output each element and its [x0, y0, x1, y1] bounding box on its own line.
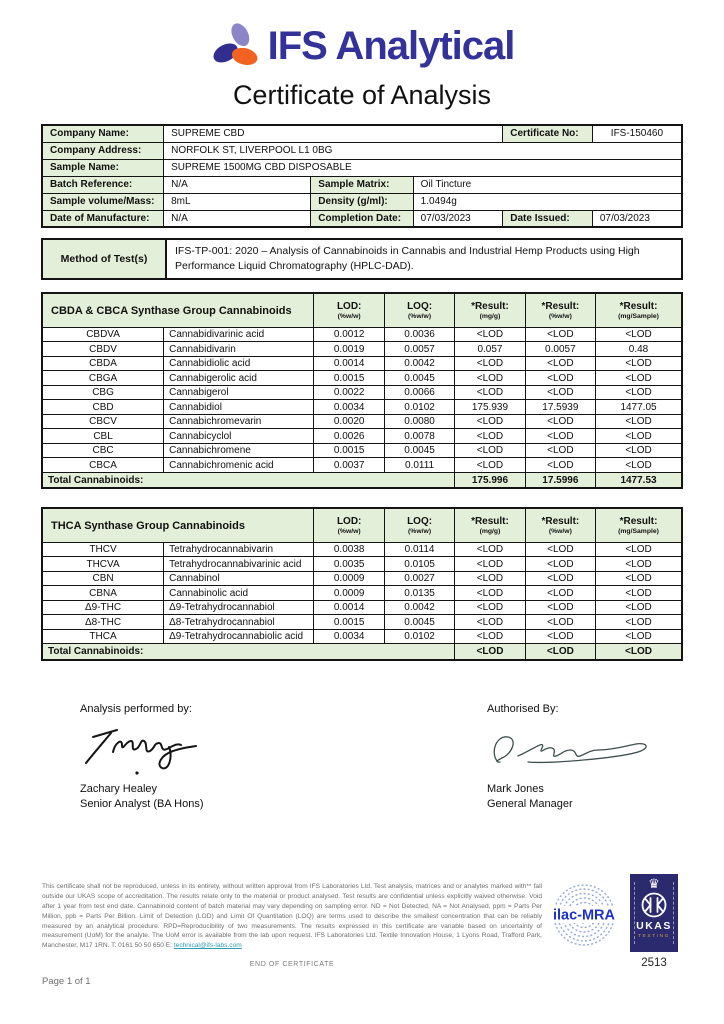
result-ww: <LOD [525, 458, 595, 473]
page-number: Page 1 of 1 [42, 976, 91, 987]
cannabinoid-name: Cannabigerolic acid [164, 371, 314, 386]
analyst-heading: Analysis performed by: [80, 702, 192, 715]
table-row [42, 193, 682, 210]
col-header-lod: LOD: (%w/w) [314, 293, 384, 327]
lod-value: 0.0022 [314, 385, 384, 400]
result-sample: <LOD [596, 600, 682, 615]
table-row [42, 542, 682, 557]
result-mgg: <LOD [455, 542, 525, 557]
cannabinoid-name: Cannabichromevarin [164, 414, 314, 429]
result-mgg: <LOD [455, 414, 525, 429]
completion-date-value: 07/03/2023 [413, 210, 503, 227]
sample-volume-label: Sample volume/Mass: [42, 193, 164, 210]
result-sample: <LOD [596, 615, 682, 630]
cannabinoid-name: Cannabidiol [164, 400, 314, 415]
lod-value: 0.0019 [314, 342, 384, 357]
table-row [42, 629, 682, 644]
result-sample: <LOD [596, 458, 682, 473]
total-label: Total Cannabinoids: [42, 644, 455, 660]
result-sample: <LOD [596, 385, 682, 400]
table-row [42, 342, 682, 357]
cannabinoid-abbr: Δ9-THC [42, 600, 164, 615]
result-mgg: <LOD [455, 385, 525, 400]
result-sample: <LOD [596, 629, 682, 644]
lod-value: 0.0038 [314, 542, 384, 557]
cannabinoid-abbr: CBCV [42, 414, 164, 429]
loq-value: 0.0080 [384, 414, 454, 429]
table-row [42, 586, 682, 601]
ukas-testing-label: TESTING [638, 934, 670, 939]
table-row [42, 400, 682, 415]
ukas-logo [630, 874, 678, 952]
cbda-cbca-table [41, 292, 683, 489]
col-header-result-mgg: *Result: (mg/g) [455, 293, 525, 327]
sample-name-label: Sample Name: [42, 159, 164, 176]
result-sample: <LOD [596, 542, 682, 557]
total-mgg: 175.996 [455, 472, 525, 488]
cannabinoid-name: Cannabidiolic acid [164, 356, 314, 371]
table-row [42, 615, 682, 630]
cannabinoid-abbr: CBCA [42, 458, 164, 473]
col-header-result-mgg: *Result: (mg/g) [455, 508, 525, 542]
result-sample: <LOD [596, 429, 682, 444]
sample-matrix-label: Sample Matrix: [311, 176, 413, 193]
result-sample: <LOD [596, 571, 682, 586]
analyst-role: Senior Analyst (BA Hons) [80, 797, 204, 810]
loq-value: 0.0045 [384, 615, 454, 630]
batch-reference-value: N/A [164, 176, 311, 193]
lod-value: 0.0026 [314, 429, 384, 444]
analyst-signature-block [80, 703, 445, 810]
lod-value: 0.0034 [314, 400, 384, 415]
authoriser-role: General Manager [487, 797, 573, 810]
cannabinoid-name: Δ9-Tetrahydrocannabiolic acid [164, 629, 314, 644]
cannabinoid-name: Cannabichromenic acid [164, 458, 314, 473]
loq-value: 0.0045 [384, 443, 454, 458]
cannabinoid-abbr: CBNA [42, 586, 164, 601]
col-header-loq: LOQ: (%w/w) [384, 293, 454, 327]
end-of-certificate-text: END OF CERTIFICATE [249, 961, 335, 968]
result-sample: <LOD [596, 327, 682, 342]
crown-icon: ♛ [648, 876, 660, 891]
density-label: Density (g/ml): [311, 193, 413, 210]
lod-value: 0.0009 [314, 571, 384, 586]
cannabinoid-abbr: CBGA [42, 371, 164, 386]
col-header-result-ww: *Result: (%w/w) [525, 508, 595, 542]
loq-value: 0.0078 [384, 429, 454, 444]
cannabinoid-name: Cannabinolic acid [164, 586, 314, 601]
cannabinoid-name: Cannabidivarin [164, 342, 314, 357]
result-ww: <LOD [525, 615, 595, 630]
page-title: Certificate of Analysis [232, 80, 492, 110]
loq-value: 0.0066 [384, 385, 454, 400]
loq-value: 0.0111 [384, 458, 454, 473]
date-issued-value: 07/03/2023 [592, 210, 682, 227]
batch-reference-label: Batch Reference: [42, 176, 164, 193]
col-header-result-ww: *Result: (%w/w) [525, 293, 595, 327]
result-ww: <LOD [525, 327, 595, 342]
result-ww: <LOD [525, 356, 595, 371]
lod-value: 0.0015 [314, 371, 384, 386]
result-sample: <LOD [596, 586, 682, 601]
cannabinoid-abbr: CBC [42, 443, 164, 458]
company-address-label: Company Address: [42, 142, 164, 159]
cannabinoid-name: Cannabigerol [164, 385, 314, 400]
result-mgg: <LOD [455, 443, 525, 458]
sample-info-table [41, 124, 683, 228]
signature-section [80, 703, 724, 810]
table-header-row [42, 508, 682, 542]
sample-volume-value: 8mL [164, 193, 311, 210]
result-mgg: <LOD [455, 371, 525, 386]
certificate-no-label: Certificate No: [503, 125, 593, 142]
loq-value: 0.0042 [384, 356, 454, 371]
result-ww: <LOD [525, 629, 595, 644]
col-header-lod: LOD: (%w/w) [314, 508, 384, 542]
cannabinoid-name: Tetrahydrocannabivarinic acid [164, 557, 314, 572]
lod-value: 0.0034 [314, 629, 384, 644]
table-row [42, 600, 682, 615]
lod-value: 0.0012 [314, 327, 384, 342]
table-row [42, 458, 682, 473]
method-text: IFS-TP-001: 2020 – Analysis of Cannabinoids in Cannabis and Industrial Hemp Products using High Performance Liquid Chromatography (HPLC-DAD). [175, 245, 640, 273]
date-of-manufacture-label: Date of Manufacture: [42, 210, 164, 227]
result-mgg: 0.057 [455, 342, 525, 357]
completion-date-label: Completion Date: [311, 210, 413, 227]
lod-value: 0.0014 [314, 356, 384, 371]
table-row [42, 414, 682, 429]
result-ww: <LOD [525, 385, 595, 400]
result-mgg: <LOD [455, 571, 525, 586]
cannabinoid-abbr: CBL [42, 429, 164, 444]
result-ww: 0.0057 [525, 342, 595, 357]
authoriser-name: Mark Jones [487, 782, 544, 795]
density-value: 1.0494g [413, 193, 682, 210]
result-ww: <LOD [525, 542, 595, 557]
lod-value: 0.0035 [314, 557, 384, 572]
cannabinoid-abbr: THCVA [42, 557, 164, 572]
total-sample: 1477.53 [596, 472, 682, 488]
loq-value: 0.0135 [384, 586, 454, 601]
lod-value: 0.0020 [314, 414, 384, 429]
loq-value: 0.0114 [384, 542, 454, 557]
table-row [42, 142, 682, 159]
result-mgg: <LOD [455, 356, 525, 371]
cannabinoid-abbr: THCV [42, 542, 164, 557]
brand-name: IFS Analytical [267, 23, 515, 68]
result-mgg: <LOD [455, 600, 525, 615]
result-mgg: <LOD [455, 586, 525, 601]
disclaimer-text: This certificate shall not be reproduced, unless in its entirety, without written approval from IFS Laboratories Ltd. Test analysis, matrices and or analytes marked with** fall outside our UKAS scope of accreditation. The results relate only to the material or product analysed. Test results are confidential unless explicitly waived otherwise. Void after 1 year from test end date. Cannabinoid content of batch material may vary depending on sampling error. ND = Not Detected, NA = Not Analysed, ppm = Parts Per Million, ppb = Parts Per Billion. Limit of Detection (LOD) and Limit Of Quantitation (LOQ) are terms used to describe the smallest concentration that can be reliably measured by an analytical procedure. RPD=Reproducibility of two measurements. The results expressed in this certificate are variable based on uncertainty of measurement (UoM) for the analyte. The UoM error is available from the lab upon request. IFS Laboratories Ltd. Textile Innovation House, 1 Lyons Road, Trafford Park, Manchester, M17 1RN. T: 0161 50 50 650 E: technical@ifs-labs.com [42, 883, 542, 950]
table-row [42, 571, 682, 586]
email-link[interactable]: technical@ifs-labs.com [173, 942, 242, 950]
result-ww: <LOD [525, 586, 595, 601]
result-ww: <LOD [525, 557, 595, 572]
sample-matrix-value: Oil Tincture [413, 176, 682, 193]
thca-table-title: THCA Synthase Group Cannabinoids [42, 508, 314, 542]
certificate-no-value: IFS-150460 [592, 125, 682, 142]
cannabinoid-name: Cannabichromene [164, 443, 314, 458]
result-ww: <LOD [525, 429, 595, 444]
loq-value: 0.0027 [384, 571, 454, 586]
result-sample: <LOD [596, 443, 682, 458]
total-row [42, 644, 682, 660]
cbda-table-title: CBDA & CBCA Synthase Group Cannabinoids [42, 293, 314, 327]
table-row [42, 429, 682, 444]
ukas-label: UKAS [636, 920, 672, 932]
cannabinoid-name: Tetrahydrocannabivarin [164, 542, 314, 557]
authoriser-signature-image [487, 721, 657, 781]
result-sample: <LOD [596, 414, 682, 429]
date-issued-label: Date Issued: [503, 210, 593, 227]
loq-value: 0.0057 [384, 342, 454, 357]
total-label: Total Cannabinoids: [42, 472, 455, 488]
total-row [42, 472, 682, 488]
result-sample: <LOD [596, 356, 682, 371]
lod-value: 0.0015 [314, 615, 384, 630]
thca-table [41, 507, 683, 661]
ukas-decoration [673, 882, 674, 944]
result-sample: <LOD [596, 371, 682, 386]
result-mgg: <LOD [455, 458, 525, 473]
table-row [42, 210, 682, 227]
company-name-value: SUPREME CBD [164, 125, 503, 142]
table-row [42, 557, 682, 572]
lod-value: 0.0009 [314, 586, 384, 601]
ilac-mra-logo [549, 880, 619, 955]
result-sample: 0.48 [596, 342, 682, 357]
loq-value: 0.0036 [384, 327, 454, 342]
authoriser-signature-block [487, 703, 657, 810]
table-header-row [42, 293, 682, 327]
cannabinoid-abbr: THCA [42, 629, 164, 644]
cannabinoid-name: Δ9-Tetrahydrocannabiol [164, 600, 314, 615]
company-address-value: NORFOLK ST, LIVERPOOL L1 0BG [164, 142, 682, 159]
loq-value: 0.0105 [384, 557, 454, 572]
table-row [42, 327, 682, 342]
ukas-mark-icon [640, 891, 668, 919]
cannabinoid-abbr: CBDA [42, 356, 164, 371]
total-mgg: <LOD [455, 644, 525, 660]
table-row [42, 385, 682, 400]
table-row [42, 159, 682, 176]
result-ww: <LOD [525, 600, 595, 615]
result-mgg: <LOD [455, 429, 525, 444]
result-mgg: <LOD [455, 557, 525, 572]
method-of-tests-box [41, 238, 683, 280]
cannabinoid-name: Cannabicyclol [164, 429, 314, 444]
result-ww: <LOD [525, 571, 595, 586]
result-mgg: <LOD [455, 327, 525, 342]
table-row [42, 176, 682, 193]
content [41, 124, 683, 661]
brand-header [0, 0, 724, 72]
table-row [42, 443, 682, 458]
col-header-loq: LOQ: (%w/w) [384, 508, 454, 542]
lod-value: 0.0014 [314, 600, 384, 615]
total-ww: 17.5996 [525, 472, 595, 488]
result-ww: <LOD [525, 371, 595, 386]
table-row [42, 371, 682, 386]
cannabinoid-abbr: Δ8-THC [42, 615, 164, 630]
loq-value: 0.0102 [384, 400, 454, 415]
cannabinoid-abbr: CBN [42, 571, 164, 586]
lod-value: 0.0037 [314, 458, 384, 473]
col-header-result-sample: *Result: (mg/Sample) [596, 508, 682, 542]
cannabinoid-abbr: CBDVA [42, 327, 164, 342]
total-sample: <LOD [596, 644, 682, 660]
cannabinoid-name: Δ8-Tetrahydrocannabiol [164, 615, 314, 630]
col-header-result-sample: *Result: (mg/Sample) [596, 293, 682, 327]
cannabinoid-abbr: CBG [42, 385, 164, 400]
company-name-label: Company Name: [42, 125, 164, 142]
ilac-mra-label: ilac-MRA [552, 907, 616, 924]
authoriser-heading: Authorised By: [487, 702, 559, 715]
result-ww: <LOD [525, 414, 595, 429]
ukas-decoration [634, 882, 635, 944]
total-ww: <LOD [525, 644, 595, 660]
result-sample: <LOD [596, 557, 682, 572]
result-mgg: <LOD [455, 629, 525, 644]
sample-name-value: SUPREME 1500MG CBD DISPOSABLE [164, 159, 682, 176]
cannabinoid-abbr: CBDV [42, 342, 164, 357]
result-mgg: <LOD [455, 615, 525, 630]
date-of-manufacture-value: N/A [164, 210, 311, 227]
table-row [42, 125, 682, 142]
loq-value: 0.0102 [384, 629, 454, 644]
ifs-logo-icon [210, 20, 262, 72]
loq-value: 0.0045 [384, 371, 454, 386]
result-mgg: 175.939 [455, 400, 525, 415]
result-sample: 1477.05 [596, 400, 682, 415]
result-ww: <LOD [525, 443, 595, 458]
analyst-name: Zachary Healey [80, 782, 158, 795]
ukas-accreditation-number: 2513 [641, 957, 667, 969]
cannabinoid-name: Cannabidivarinic acid [164, 327, 314, 342]
cannabinoid-abbr: CBD [42, 400, 164, 415]
analyst-signature-image [80, 721, 445, 781]
cannabinoid-name: Cannabinol [164, 571, 314, 586]
table-row [42, 356, 682, 371]
lod-value: 0.0015 [314, 443, 384, 458]
method-label: Method of Test(s) [43, 240, 167, 278]
loq-value: 0.0042 [384, 600, 454, 615]
result-ww: 17.5939 [525, 400, 595, 415]
